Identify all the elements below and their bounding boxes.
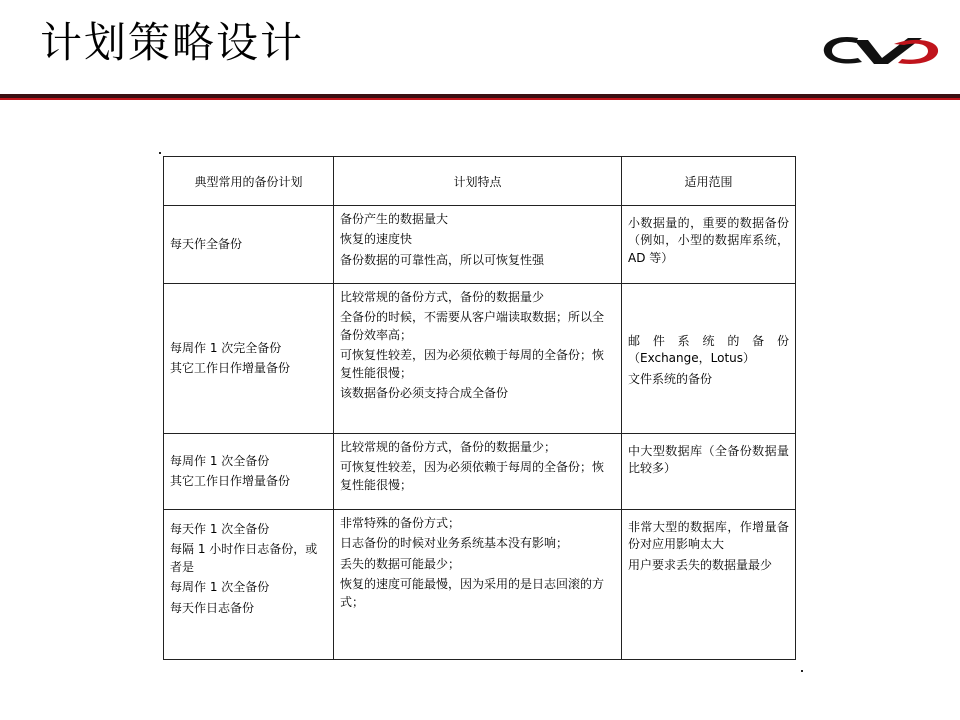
plan-cell bbox=[164, 434, 334, 510]
features-cell bbox=[334, 434, 622, 510]
plan-line: 每周作 1 次全备份 bbox=[170, 453, 270, 468]
company-logo bbox=[818, 30, 942, 72]
feature-line: 比较常规的备份方式，备份的数据量少； bbox=[340, 440, 557, 454]
feature-line: 备份产生的数据量大 bbox=[340, 212, 449, 226]
table-row bbox=[164, 434, 796, 510]
feature-line: 可恢复性较差，因为必须依赖于每周的全备份；恢复性能很慢； bbox=[340, 460, 605, 492]
crop-mark bbox=[159, 152, 161, 154]
table-row bbox=[164, 510, 796, 660]
features-cell bbox=[334, 206, 622, 284]
header-rule-accent bbox=[0, 98, 960, 100]
feature-line: 备份数据的可靠性高，所以可恢复性强 bbox=[340, 252, 545, 267]
feature-line: 可恢复性较差，因为必须依赖于每周的全备份；恢复性能很慢； bbox=[340, 348, 605, 380]
table-row bbox=[164, 206, 796, 284]
column-header: 典型常用的备份计划 bbox=[164, 157, 334, 206]
features-cell bbox=[334, 510, 622, 660]
feature-line: 全备份的时候，不需要从客户端读取数据；所以全备份效率高； bbox=[340, 310, 605, 342]
feature-line: 比较常规的备份方式，备份的数据量少 bbox=[340, 290, 545, 304]
scope-cell bbox=[622, 510, 796, 660]
column-header: 计划特点 bbox=[334, 157, 622, 206]
feature-line: 恢复的速度快 bbox=[340, 232, 413, 247]
scope-line: 邮件系统的备份（Exchange，Lotus） bbox=[628, 333, 789, 366]
crop-mark bbox=[801, 670, 803, 672]
scope-line: 文件系统的备份 bbox=[628, 371, 713, 386]
scope-cell bbox=[622, 434, 796, 510]
slide-title: 计划策略设计 bbox=[40, 18, 305, 67]
plan-line: 每周作 1 次完全备份 bbox=[170, 340, 282, 355]
plan-line: 每隔 1 小时作日志备份，或者是 bbox=[170, 542, 318, 574]
document-image bbox=[159, 152, 805, 672]
features-cell bbox=[334, 284, 622, 434]
plan-line: 每天作全备份 bbox=[170, 236, 243, 251]
plan-line: 其它工作日作增量备份 bbox=[170, 474, 291, 488]
feature-line: 该数据备份必须支持合成全备份 bbox=[340, 385, 509, 400]
feature-line: 日志备份的时候对业务系统基本没有影响； bbox=[340, 536, 569, 551]
scope-cell bbox=[622, 206, 796, 284]
scope-line: 小数据量的，重要的数据备份（例如，小型的数据库系统，AD 等） bbox=[628, 216, 789, 265]
plan-line: 每周作 1 次全备份 bbox=[170, 580, 270, 595]
scope-line: 非常大型的数据库，作增量备份对应用影响太大 bbox=[628, 520, 789, 552]
plan-cell bbox=[164, 284, 334, 434]
feature-line: 恢复的速度可能最慢，因为采用的是日志回滚的方式； bbox=[340, 577, 605, 609]
scope-line: 用户要求丢失的数据量最少 bbox=[628, 557, 773, 572]
scope-cell bbox=[622, 284, 796, 434]
feature-line: 丢失的数据可能最少； bbox=[340, 556, 461, 571]
scope-line: 中大型数据库（全备份数据量比较多） bbox=[628, 444, 789, 476]
table-row bbox=[164, 284, 796, 434]
plan-line: 其它工作日作增量备份 bbox=[170, 361, 291, 375]
plan-line: 每天作 1 次全备份 bbox=[170, 522, 270, 536]
column-header: 适用范围 bbox=[622, 157, 796, 206]
plan-line: 每天作日志备份 bbox=[170, 600, 255, 615]
feature-line: 非常特殊的备份方式； bbox=[340, 516, 461, 530]
plan-cell bbox=[164, 510, 334, 660]
plan-cell bbox=[164, 206, 334, 284]
backup-plan-table bbox=[163, 156, 796, 660]
table-header-row bbox=[164, 157, 796, 206]
